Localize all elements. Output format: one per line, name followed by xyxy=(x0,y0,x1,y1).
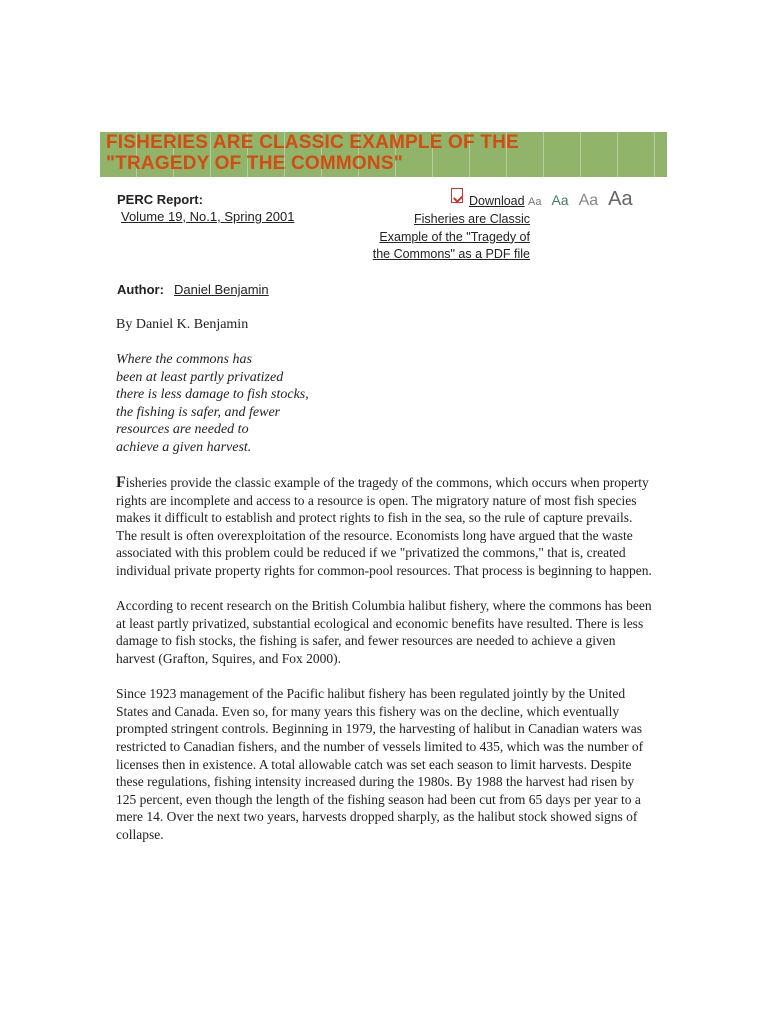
download-description-link[interactable]: Fisheries are Classic Example of the "Tragedy of the Commons" as a PDF file xyxy=(372,212,530,261)
article-body xyxy=(116,474,656,861)
pull-quote-line: there is less damage to fish stocks, xyxy=(116,387,309,402)
author-link[interactable]: Daniel Benjamin xyxy=(174,282,269,297)
pull-quote-line: resources are needed to xyxy=(116,422,249,437)
pdf-icon[interactable] xyxy=(451,188,463,203)
title-banner xyxy=(100,132,667,177)
font-size-large-button[interactable]: Aa xyxy=(608,188,633,210)
body-paragraph-1-text: isheries provide the classic example of the tragedy of the commons, which occurs when property rights are incomplete and access to a resource is open. The migratory nature of most fish species makes it difficult to establish and protect rights to fish in the sea, so the rule of capture prevails. The result is often overexploitation of the resource. Economists long have argued that the waste associated with this problem could be reduced if we "privatized the commons," that is, created individual private property rights for common-pool resources. That process is beginning to happen. xyxy=(116,475,652,578)
pull-quote-line: been at least partly privatized xyxy=(116,369,284,385)
pull-quote-line: the fishing is safer, and fewer xyxy=(116,404,281,420)
author-label: Author: xyxy=(117,282,164,297)
article-title-line-2: "TRAGEDY OF THE COMMONS" xyxy=(106,153,403,174)
article-page xyxy=(100,132,673,914)
body-paragraph-3: Since 1923 management of the Pacific halibut fishery has been regulated jointly by the United States and Canada. Even so, for many years this fishery was on the decline, which eventually prompted stringent controls. Beginning in 1979, the harvesting of halibut in Canadian waters was restricted to Canadian fishers, and the number of vessels limited to 435, which was the number of licenses then in existence. A total allowable catch was set each season to limit harvests. Despite these regulations, fishing intensity increased during the 1980s. By 1988 the harvest had risen by 125 percent, even though the length of the fishing season had been cut from 65 days per year to a mere 14. Over the next two years, harvests dropped sharply, as the halibut stock showed signs of collapse. xyxy=(116,686,644,842)
body-paragraph-2: According to recent research on the British Columbia halibut fishery, where the commons has been at least partly privatized, substantial ecological and economic benefits have resulted. There is less damage to fish stocks, the fishing is safer, and fewer resources are needed to achieve a given harvest (Grafton, Squires, and Fox 2000). xyxy=(116,598,652,666)
font-size-smallest-button[interactable]: Aa xyxy=(528,196,542,208)
font-size-controls xyxy=(528,188,633,212)
body-paragraph-1 xyxy=(116,474,656,580)
article-title xyxy=(106,132,519,174)
byline: By Daniel K. Benjamin xyxy=(116,317,249,332)
font-size-medium-button[interactable]: Aa xyxy=(578,192,599,209)
pull-quote-line: achieve a given harvest. xyxy=(116,439,252,455)
drop-cap: F xyxy=(116,474,126,491)
download-link[interactable]: Download xyxy=(469,194,525,208)
font-size-small-button[interactable]: Aa xyxy=(551,192,569,208)
pull-quote xyxy=(116,351,356,456)
report-label: PERC Report: xyxy=(117,192,203,207)
article-title-line-1: FISHERIES ARE CLASSIC EXAMPLE OF THE xyxy=(106,132,519,153)
pull-quote-line: Where the commons has xyxy=(116,352,252,367)
report-issue-link[interactable]: Volume 19, No.1, Spring 2001 xyxy=(121,209,295,224)
